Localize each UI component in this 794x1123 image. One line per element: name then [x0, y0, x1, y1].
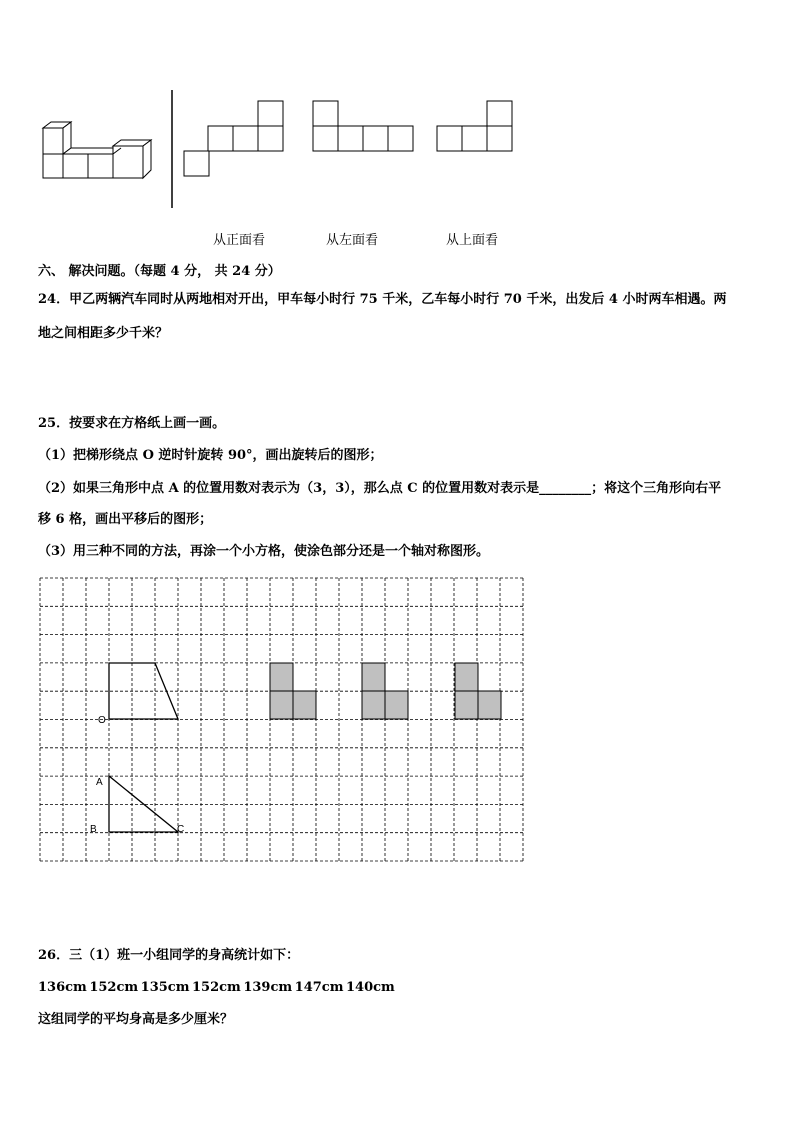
section-heading: 六、 解决问题。（每题 4 分， 共 24 分） [38, 264, 281, 279]
cube-front-face [88, 154, 113, 178]
left-view [313, 101, 413, 151]
q25-part2-line1: （2）如果三角形中点 A 的位置用数对表示为（3，3），那么点 C 的位置用数对表示是________；将这个三角形向右平 [38, 481, 722, 496]
cube-front-face [43, 154, 63, 178]
point-c-label: C [177, 824, 185, 835]
shaded-shape-3 [455, 663, 501, 719]
top-view [437, 101, 512, 151]
cube-side-face [143, 140, 151, 178]
cube-top-face [63, 148, 121, 154]
q25-part3: （3）用三种不同的方法，再涂一个小方格，使涂色部分还是一个轴对称图形。 [38, 544, 490, 559]
q25-title: 25．按要求在方格纸上画一画。 [38, 416, 226, 431]
point-a-label: A [96, 777, 103, 788]
q24-line1: 24．甲乙两辆汽车同时从两地相对开出，甲车每小时行 75 千米，乙车每小时行 70 千米，出发后 4 小时两车相遇。两 [38, 292, 727, 307]
cube-front-face [63, 154, 88, 178]
q26-title: 26．三（1）班一小组同学的身高统计如下： [38, 948, 300, 963]
front-view-label: 从正面看 [213, 233, 266, 248]
q26-question: 这组同学的平均身高是多少厘米？ [38, 1012, 234, 1027]
three-views-figure [0, 80, 794, 220]
q25-part2-line2: 移 6 格，画出平移后的图形； [38, 512, 213, 527]
left-view-label: 从左面看 [326, 233, 379, 248]
shaded-shape-2 [362, 663, 408, 719]
point-o-label: O [98, 715, 106, 726]
shaded-shape-1 [270, 663, 316, 719]
q26-heights: 136cm 152cm 135cm 152cm 139cm 147cm 140cm [38, 980, 395, 995]
point-b-label: B [90, 824, 97, 835]
cube-solid [43, 122, 151, 178]
cube-front-face [43, 128, 63, 154]
grid-figure [0, 570, 794, 870]
q24-line2: 地之间相距多少千米？ [38, 326, 169, 341]
top-view-label: 从上面看 [446, 233, 499, 248]
front-view [184, 101, 283, 176]
q25-part1: （1）把梯形绕点 O 逆时针旋转 90°，画出旋转后的图形； [38, 448, 383, 463]
